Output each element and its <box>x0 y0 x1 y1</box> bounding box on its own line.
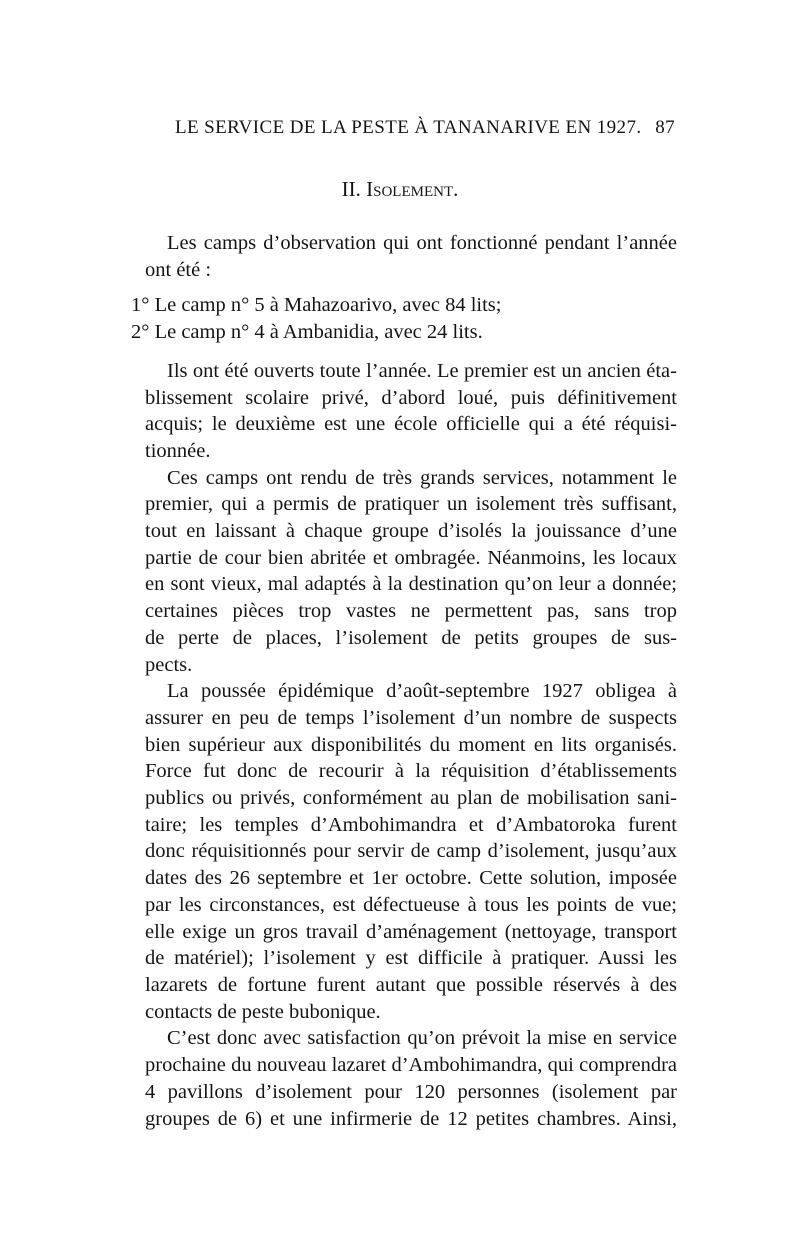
text-line: lazarets de fortune furent autant que possible réservés à des <box>145 973 677 996</box>
text-line: elle exige un gros travail d’aménagement (nettoyage, transport <box>145 920 677 943</box>
text-line: donc réquisitionnés pour servir de camp d’isolement, jusqu’aux <box>145 840 677 863</box>
text-line: Ils ont été ouverts toute l’année. Le premier est un ancien éta- <box>167 359 677 382</box>
text-line: acquis; le deuxième est une école officielle qui a été réquisi- <box>145 413 677 436</box>
paragraph-nouveau-lazaret <box>123 1025 677 1132</box>
text-line: Ces camps ont rendu de très grands services, notamment le <box>167 466 677 489</box>
paragraph-ouverture <box>123 358 677 465</box>
list-item-camp-5: 1° Le camp n° 5 à Mahazoarivo, avec 84 lits; <box>131 294 502 317</box>
text-line: 4 pavillons d’isolement pour 120 personnes (isolement par <box>145 1080 677 1103</box>
intro-paragraph <box>123 230 677 283</box>
text-line: pects. <box>145 653 193 676</box>
text-line: prochaine du nouveau lazaret d’Ambohimandra, qui comprendra <box>145 1054 677 1077</box>
text-line: bien supérieur aux disponibilités du moment en lits organisés. <box>145 733 677 756</box>
running-head <box>175 116 675 140</box>
text-line: groupes de 6) et une infirmerie de 12 petites chambres. Ainsi, <box>145 1107 677 1130</box>
text-line: assurer en peu de temps l’isolement d’un nombre de suspects <box>145 706 677 729</box>
body-text <box>123 230 677 1132</box>
paragraph-poussee-epidemique <box>123 678 677 1025</box>
running-title: LE SERVICE DE LA PESTE À TANANARIVE EN 1927. <box>175 117 642 138</box>
text-line: taire; les temples d’Ambohimandra et d’Ambatoroka furent <box>145 813 677 836</box>
text-line: premier, qui a permis de pratiquer un isolement très suffisant, <box>145 493 677 516</box>
text-line: C’est donc avec satisfaction qu’on prévoit la mise en service <box>167 1027 677 1050</box>
section-heading <box>0 176 800 202</box>
text-line: Les camps d’observation qui ont fonctionné pendant l’année <box>167 232 677 254</box>
text-line: partie de cour bien abritée et ombragée. Néanmoins, les locaux <box>145 546 677 569</box>
text-line: certaines pièces trop vastes ne permettent pas, sans trop <box>145 600 677 623</box>
text-line: tout en laissant à chaque groupe d’isolés la jouissance d’une <box>145 520 677 543</box>
text-line: de perte de places, l’isolement de petits groupes de sus- <box>145 626 677 649</box>
text-line: Force fut donc de recourir à la réquisition d’établissements <box>145 760 677 783</box>
text-line: ont été : <box>145 258 212 281</box>
text-line: de matériel); l’isolement y est difficile à pratiquer. Aussi les <box>145 947 677 970</box>
section-title: Isolement. <box>366 177 459 201</box>
text-line: dates des 26 septembre et 1er octobre. Cette solution, imposée <box>145 867 677 890</box>
text-line: tionnée. <box>145 439 211 462</box>
text-line: La poussée épidémique d’août-septembre 1927 obligea à <box>167 680 677 703</box>
text-line: contacts de peste bubonique. <box>145 1000 381 1023</box>
text-line: en sont vieux, mal adaptés à la destination qu’on leur a donnée; <box>145 573 677 596</box>
text-line: par les circonstances, est défectueuse à tous les points de vue; <box>145 893 677 916</box>
text-line: blissement scolaire privé, d’abord loué, puis définitivement <box>145 386 677 409</box>
list-item-camp-4: 2° Le camp n° 4 à Ambanidia, avec 24 lits. <box>131 321 483 344</box>
paragraph-services <box>123 465 677 679</box>
page-number: 87 <box>655 117 675 138</box>
section-number: II. <box>341 177 361 201</box>
text-line: publics ou privés, conformément au plan de mobilisation sani- <box>145 787 677 810</box>
